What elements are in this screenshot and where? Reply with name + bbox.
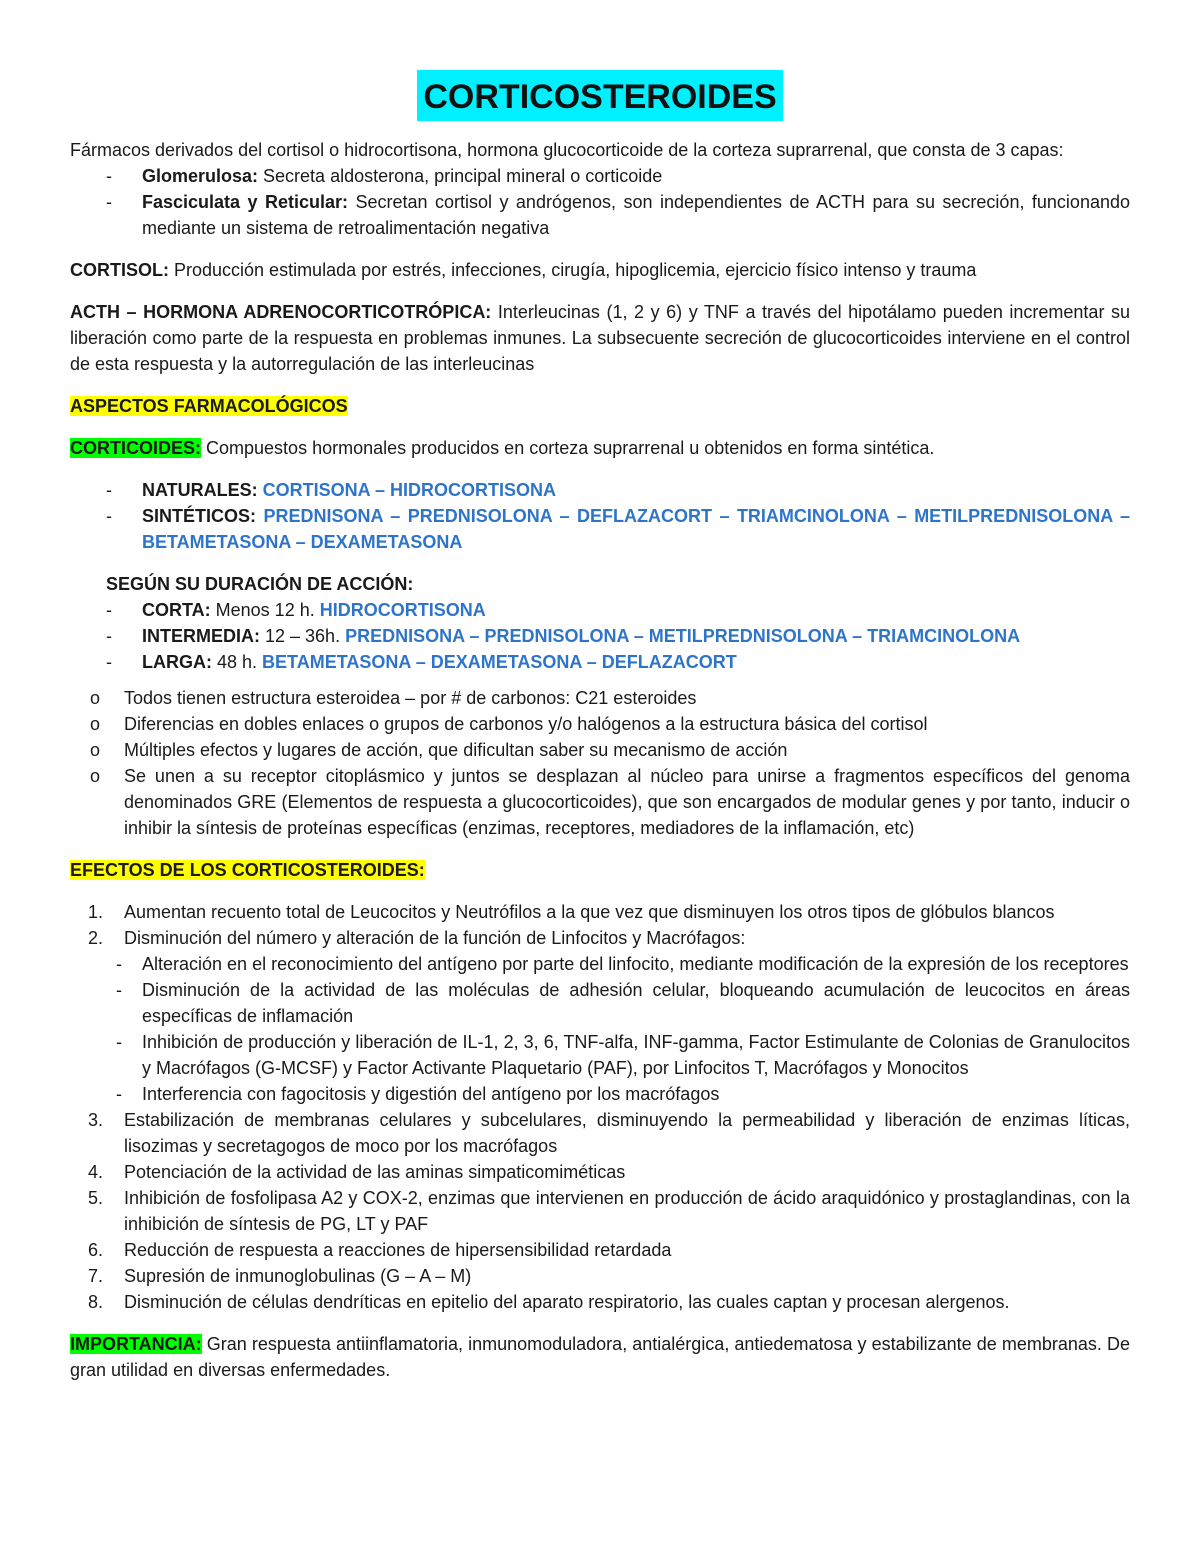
list-item (70, 1263, 1130, 1289)
title-wrap (70, 70, 1130, 121)
list-item: - Alteración en el reconocimiento del antígeno por parte del linfocito, mediante modificación de la expresión de los receptores (70, 951, 1130, 977)
cortisol-label: CORTISOL: (70, 260, 169, 280)
effects-list (70, 899, 1130, 951)
list-item: - Interferencia con fagocitosis y digestión del antígeno por los macrófagos (70, 1081, 1130, 1107)
type-label: SINTÉTICOS: (142, 506, 257, 526)
item-text: Disminución de células dendríticas en epitelio del aparato respiratorio, las cuales captan y procesan alergenos. (124, 1292, 1010, 1312)
item-number: 7. (88, 1266, 104, 1286)
duration-time: 12 – 36h. (260, 626, 341, 646)
type-label: NATURALES: (142, 480, 258, 500)
item-number: 1. (88, 902, 104, 922)
aspectos-heading-row (70, 393, 1130, 419)
layer-label: Fasciculata y Reticular: (142, 192, 349, 212)
item-text: Disminución del número y alteración de la función de Linfocitos y Macrófagos: (124, 928, 746, 948)
type-drugs: CORTISONA – HIDROCORTISONA (257, 480, 557, 500)
duration-time: 48 h. (212, 652, 258, 672)
importancia-label: IMPORTANCIA: (70, 1334, 202, 1354)
list-item (70, 623, 1130, 649)
item-text: Aumentan recuento total de Leucocitos y Neutrófilos a la que vez que disminuyen los otros tipos de glóbulos blancos (124, 902, 1055, 922)
layers-list (70, 163, 1130, 241)
importancia-text: Gran respuesta antiinflamatoria, inmunomoduladora, antialérgica, antiedematosa y estabilizante de membranas. De gran utilidad en diversas enfermedades. (70, 1334, 1130, 1380)
item-number: 4. (88, 1162, 104, 1182)
list-item (70, 1289, 1130, 1315)
page-title: CORTICOSTEROIDES (417, 70, 782, 121)
list-item (70, 1237, 1130, 1263)
layer-label: Glomerulosa: (142, 166, 259, 186)
item-number: 2. (88, 928, 104, 948)
list-item: o Múltiples efectos y lugares de acción, que dificultan saber su mecanismo de acción (70, 737, 1130, 763)
list-item: o Diferencias en dobles enlaces o grupos de carbonos y/o halógenos a la estructura básica del cortisol (70, 711, 1130, 737)
corticoides-paragraph (70, 435, 1130, 461)
aspectos-heading: ASPECTOS FARMACOLÓGICOS (70, 396, 348, 416)
list-item (70, 1185, 1130, 1237)
duracion-heading: SEGÚN SU DURACIÓN DE ACCIÓN: (106, 574, 414, 594)
item-number: 6. (88, 1240, 104, 1260)
item-number: 8. (88, 1292, 104, 1312)
list-item (70, 597, 1130, 623)
facts-list (70, 685, 1130, 841)
list-item (70, 925, 1130, 951)
duration-label: LARGA: (142, 652, 212, 672)
list-item: o Todos tienen estructura esteroidea – por # de carbonos: C21 esteroides (70, 685, 1130, 711)
importancia-paragraph (70, 1331, 1130, 1383)
list-item (70, 189, 1130, 241)
acth-label: ACTH – HORMONA ADRENOCORTICOTRÓPICA: (70, 302, 492, 322)
corticoides-label: CORTICOIDES: (70, 438, 202, 458)
item-number: 3. (88, 1110, 104, 1130)
list-item: o Se unen a su receptor citoplásmico y juntos se desplazan al núcleo para unirse a fragmentos específicos del genoma denominados GRE (Elementos de respuesta a glucocorticoides), que son encargados de modular genes y por tanto, inducir o inhibir la síntesis de proteínas específicas (enzimas, receptores, mediadores de la inflamación, etc) (70, 763, 1130, 841)
list-item (70, 503, 1130, 555)
list-item (70, 1107, 1130, 1159)
acth-text: Interleucinas (1, 2 y 6) y TNF a través del hipotálamo pueden incrementar su liberación como parte de la respuesta en problemas inmunes. La subsecuente secreción de glucocorticoides interviene en el control de esta respuesta y la autorregulación de las interleucinas (70, 302, 1130, 374)
cortisol-text: Producción estimulada por estrés, infecciones, cirugía, hipoglicemia, ejercicio físico intenso y trauma (169, 260, 977, 280)
layer-text: Secreta aldosterona, principal mineral o corticoide (258, 166, 663, 186)
list-item (70, 477, 1130, 503)
type-drugs: PREDNISONA – PREDNISOLONA – DEFLAZACORT – TRIAMCINOLONA – METILPREDNISOLONA – BETAMETASONA – DEXAMETASONA (142, 506, 1130, 552)
duration-drugs: HIDROCORTISONA (314, 600, 486, 620)
duration-label: INTERMEDIA: (142, 626, 260, 646)
item-text: Inhibición de fosfolipasa A2 y COX-2, enzimas que intervienen en producción de ácido araquidónico y prostaglandinas, con la inhibición de síntesis de PG, LT y PAF (124, 1188, 1130, 1234)
duration-time: Menos 12 h. (210, 600, 315, 620)
duration-label: CORTA: (142, 600, 211, 620)
document-page (70, 70, 1130, 1383)
list-item (70, 649, 1130, 675)
item-text: Reducción de respuesta a reacciones de hipersensibilidad retardada (124, 1240, 672, 1260)
item-text: Supresión de inmunoglobulinas (G – A – M) (124, 1266, 472, 1286)
list-item (70, 163, 1130, 189)
types-list (70, 477, 1130, 555)
corticoides-text: Compuestos hormonales producidos en corteza suprarrenal u obtenidos en forma sintética. (201, 438, 935, 458)
item-text: Potenciación de la actividad de las aminas simpaticomiméticas (124, 1162, 626, 1182)
list-item (70, 899, 1130, 925)
cortisol-paragraph (70, 257, 1130, 283)
list-item: - Disminución de la actividad de las moléculas de adhesión celular, bloqueando acumulación de leucocitos en áreas específicas de inflamación (70, 977, 1130, 1029)
layer-text: Secretan cortisol y andrógenos, son independientes de ACTH para su secreción, funcionando mediante un sistema de retroalimentación negativa (142, 192, 1131, 238)
durations-list (70, 597, 1130, 675)
efectos-heading: EFECTOS DE LOS CORTICOSTEROIDES: (70, 860, 425, 880)
duration-drugs: BETAMETASONA – DEXAMETASONA – DEFLAZACORT (257, 652, 737, 672)
item-text: Estabilización de membranas celulares y subcelulares, disminuyendo la permeabilidad y liberación de enzimas líticas, lisozimas y secretagogos de moco por los macrófagos (124, 1110, 1130, 1156)
acth-paragraph (70, 299, 1130, 377)
sub-effects-list (70, 951, 1130, 1107)
list-item: - Inhibición de producción y liberación de IL-1, 2, 3, 6, TNF-alfa, INF-gamma, Factor Estimulante de Colonias de Granulocitos y Macrófagos (G-MCSF) y Factor Activante Plaquetario (PAF), por Linfocitos T, Macrófagos y Monocitos (70, 1029, 1130, 1081)
efectos-heading-row (70, 857, 1130, 883)
effects-list-continued (70, 1107, 1130, 1315)
intro-paragraph: Fármacos derivados del cortisol o hidrocortisona, hormona glucocorticoide de la corteza suprarrenal, que consta de 3 capas: (70, 140, 1064, 160)
duration-drugs: PREDNISONA – PREDNISOLONA – METILPREDNISOLONA – TRIAMCINOLONA (340, 626, 1021, 646)
item-number: 5. (88, 1188, 104, 1208)
list-item (70, 1159, 1130, 1185)
